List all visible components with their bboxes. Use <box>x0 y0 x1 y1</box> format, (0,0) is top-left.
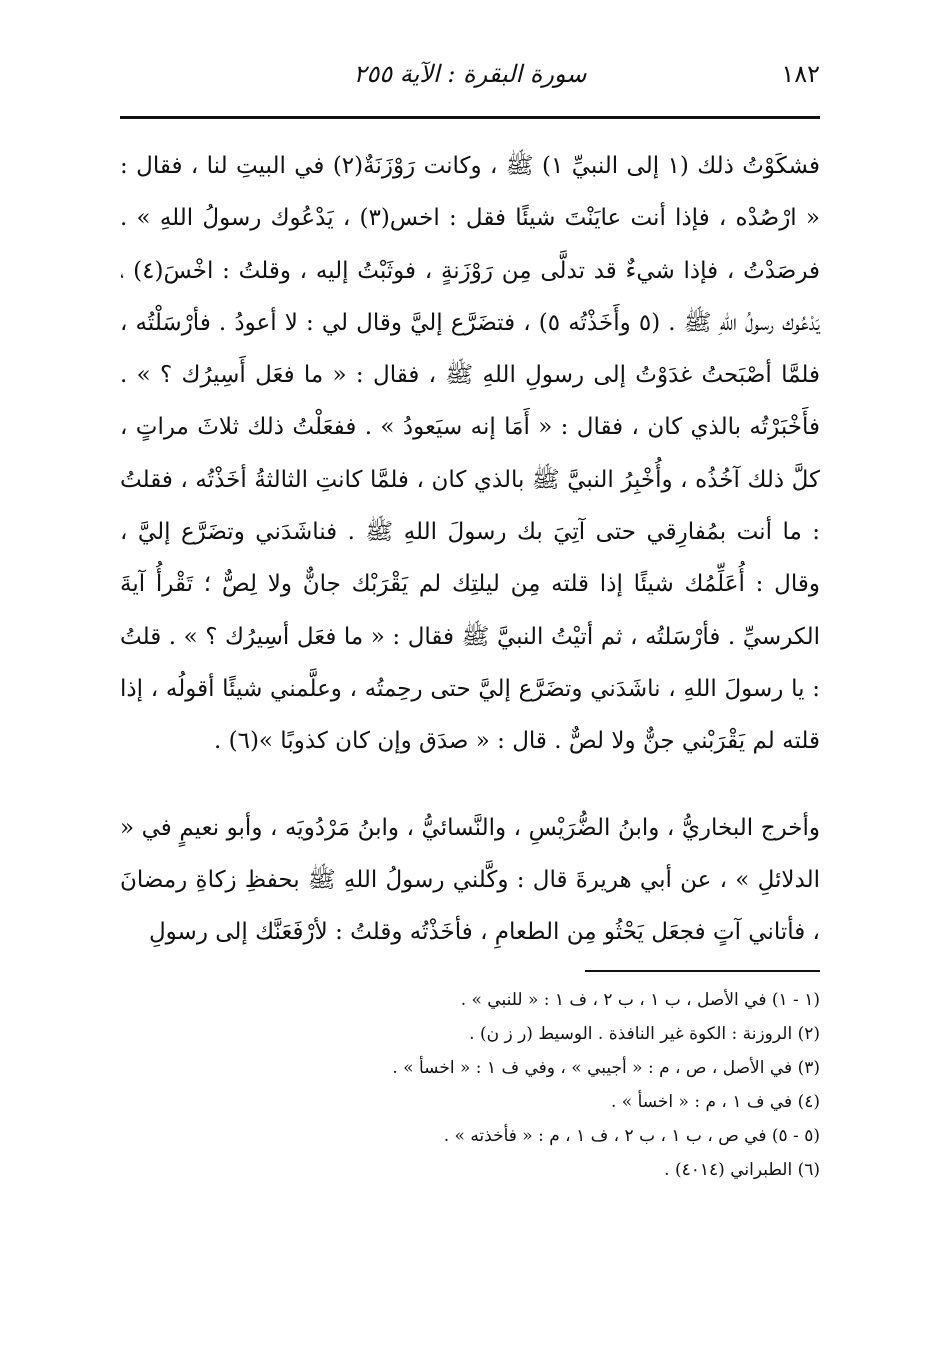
footnote-3: (٣) في الأصل ، ص ، م : « أجيبي » ، وفي ف ١ : « اخسأ » . <box>392 1058 820 1078</box>
footnote-1: (١ - ١) في الأصل ، ب ١ ، ب ٢ ، ف ١ : « للنبي » . <box>460 990 820 1010</box>
page-number: ١٨٢ <box>781 60 820 88</box>
header-rule <box>120 116 820 119</box>
paragraph: وأخرج البخاريُّ ، وابنُ الضُّرَيْسِ ، والنَّسائيُّ ، وابنُ مَرْدُويَه ، وأبو نعيمٍ في « الدلائلِ » ، عن أبي هريرةَ قال : وكَّلني رسولُ اللهِ ﷺ بحفظِ زكاةِ رمضانَ ، فأتاني آتٍ فجعَل يَحْثُو مِن الطعامِ ، فأخَذْتُه وقلتُ : لأرْفَعَنَّك إلى رسولِ <box>120 814 820 946</box>
footnote-4: (٤) في ف ١ ، م : « اخسأ » . <box>610 1092 820 1112</box>
footnote-2: (٢) الروزنة : الكوة غير النافذة . الوسيط (ر ز ن) . <box>469 1024 820 1044</box>
footnotes <box>120 983 820 1187</box>
main-text <box>120 140 820 958</box>
footnote-rule <box>585 970 820 972</box>
page-header <box>120 52 820 108</box>
footnote-6: (٦) الطبراني (٤٠١٤) . <box>664 1160 820 1180</box>
footnote-5: (٥ - ٥) في ص ، ب ١ ، ب ٢ ، ف ١ ، م : « فأخذته » . <box>443 1126 820 1146</box>
running-title: سورة البقرة : الآية ٢٥٥ <box>353 60 587 88</box>
paragraph: فشكَوْتُ ذلك (١ إلى النبيِّ ١) ﷺ ، وكانت رَوْزَنَةٌ(٢) في البيتِ لنا ، فقال : « ارْصُدْه ، فإذا أنت عايَنْتَ شيئًا فقل : اخس(٣) ، يَدْعُوك رسولُ اللهِ » . فرصَدْتُ ، فإذا شيءٌ قد تدلَّى مِن رَوْزَنةٍ ، فوثَبْتُ إليه ، وقلتُ : اخْسَ(٤) ، يَدْعُوك رسولُ اللهِ ﷺ . (٥ وأَخَذْتُه ٥) ، فتضَرَّع إليَّ وقال لي : لا أعودُ . فأرْسَلْتُه ، فلمَّا أصْبَحتُ غدَوْتُ إلى رسولِ اللهِ ﷺ ، فقال : « ما فعَل أَسِيرُك ؟ » . فأَخْبَرْتُه بالذي كان ، فقال : « أَمَا إنه سيَعودُ » . ففعَلْتُ ذلك ثلاثَ مراتٍ ، كلَّ ذلك آخُذُه ، وأُخْبِرُ النبيَّ ﷺ بالذي كان ، فلمَّا كانتِ الثالثةُ أخَذْتُه ، فقلتُ : ما أنت بمُفارِقي حتى آتِيَ بك رسولَ اللهِ ﷺ . فناشَدَني وتضَرَّع إليَّ ، وقال : أُعَلِّمُك شيئًا إذا قلته مِن ليلتِك لم يَقْرَبْك جانٌّ ولا لِصٌّ ؛ تَقْرأُ آيةَ الكرسيِّ . فأرْسَلتُه ، ثم أتيْتُ النبيَّ ﷺ فقال : « ما فعَل أسِيرُك ؟ » . قلتُ : يا رسولَ اللهِ ، ناشَدَني وتضَرَّع إليَّ حتى رحِمتُه ، وعلَّمني شيئًا أقولُه ، إذا قلته لم يَقْرَبْني جنٌّ ولا لصٌّ . قال : « صدَق وإن كان كذوبًا »(٦) . <box>120 153 821 755</box>
